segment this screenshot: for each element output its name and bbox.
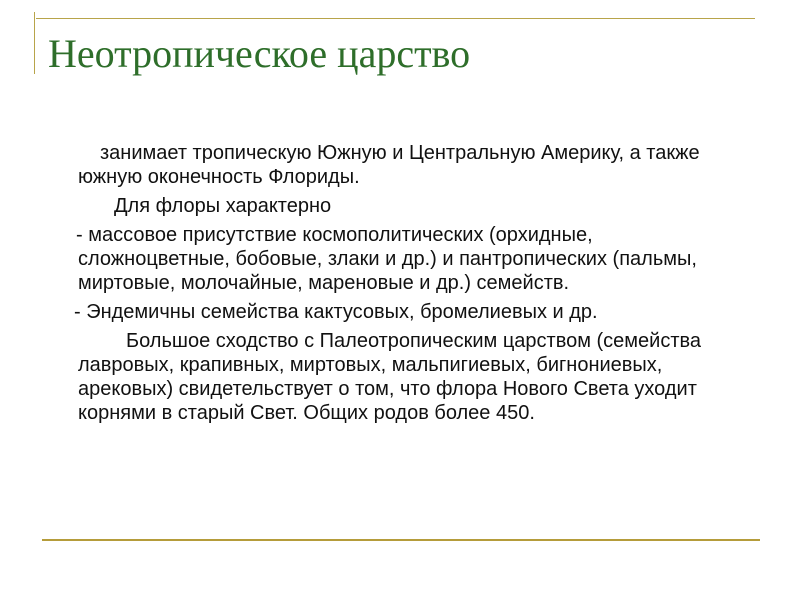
top-divider bbox=[36, 18, 755, 19]
paragraph-endemic-families: - Эндемичны семейства кактусовых, бромелиевых и др. bbox=[74, 301, 598, 323]
paragraph-cosmopolitan-families: - массовое присутствие космополитических (орхидные, сложноцветные, бобовые, злаки и др.) и пантропических (пальмы, миртовые, молочайные, мареновые и др.) семейств. bbox=[76, 224, 697, 294]
slide-title: Неотропическое царство bbox=[48, 31, 471, 76]
slide-body bbox=[74, 141, 746, 430]
paragraph-intro: занимает тропическую Южную и Центральную Америку, а также южную оконечность Флориды. bbox=[78, 142, 700, 188]
bottom-divider bbox=[42, 539, 760, 541]
left-divider bbox=[34, 12, 35, 74]
paragraph-flora-intro: Для флоры характерно bbox=[114, 195, 332, 217]
paragraph-paleotropic-similarity: Большое сходство с Палеотропическим царством (семейства лавровых, крапивных, миртовых, мальпигиевых, бигнониевых, арековых) свидетельствует о том, что флора Нового Света уходит корнями в старый Свет. Общих родов более 450. bbox=[78, 330, 702, 424]
